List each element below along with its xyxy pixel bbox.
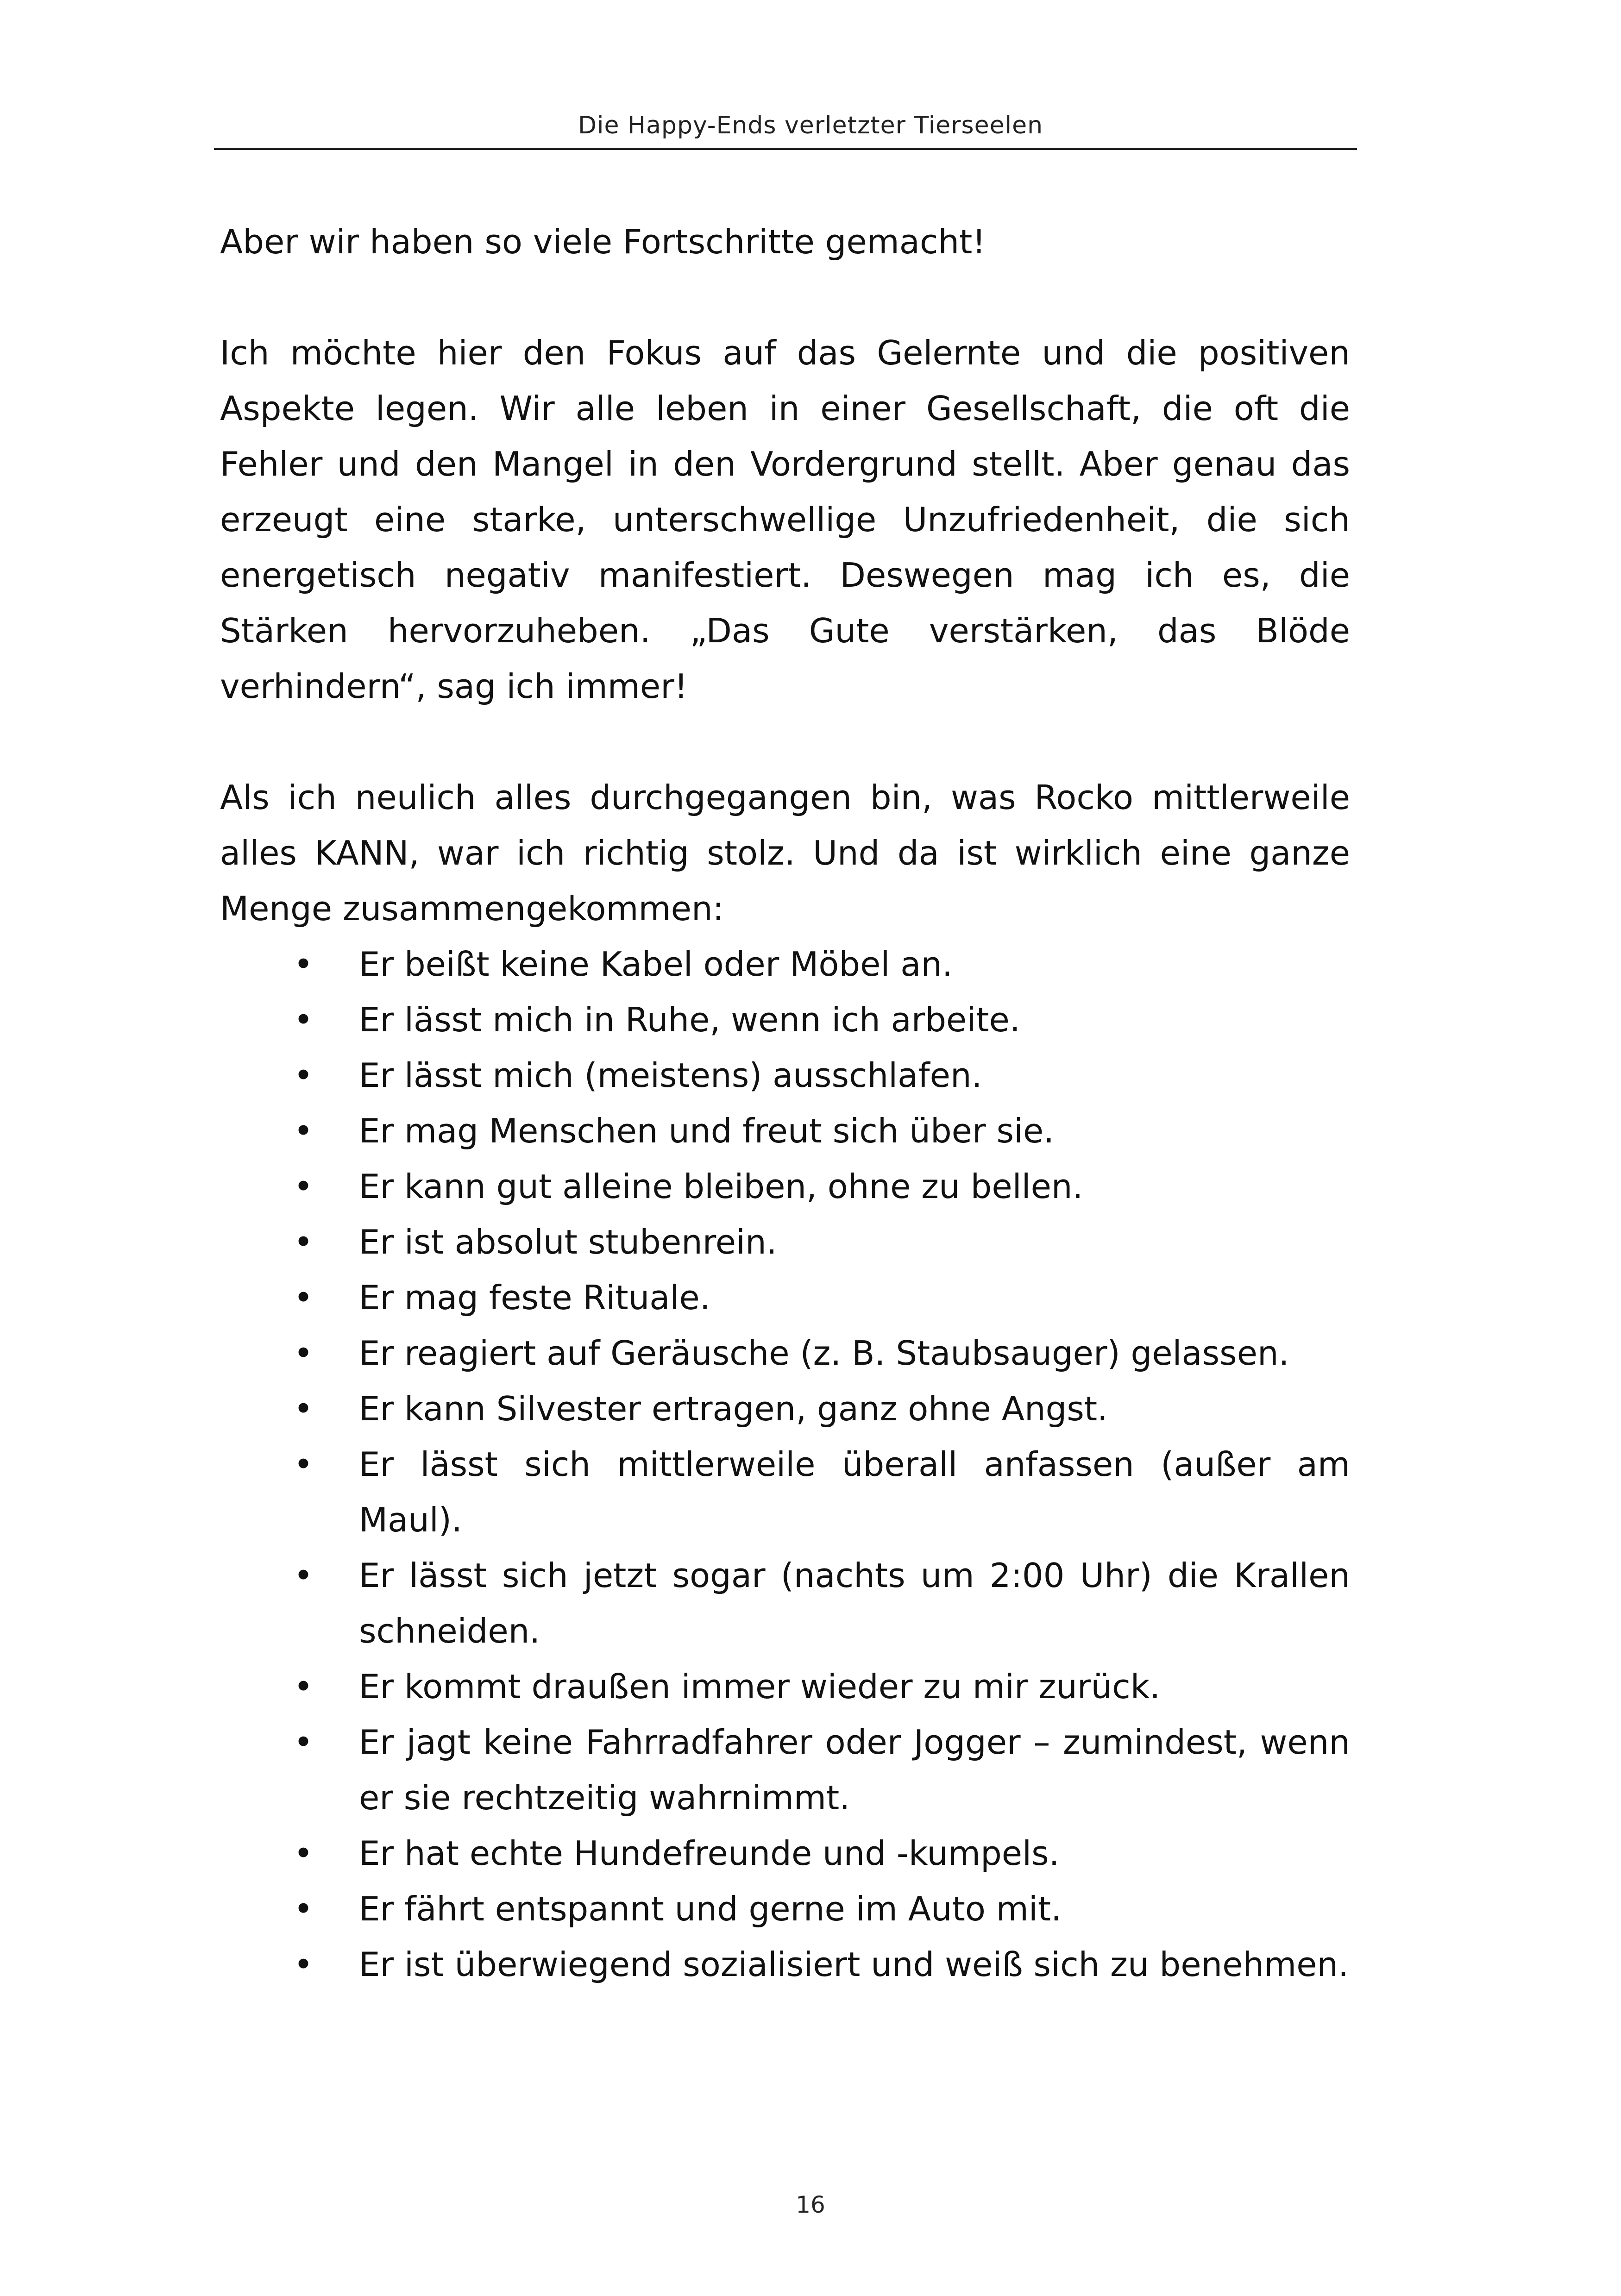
list-item-text: Er mag Menschen und freut sich über sie. bbox=[359, 1111, 1055, 1150]
bullet-icon: • bbox=[293, 1445, 314, 1484]
list-item bbox=[220, 936, 1350, 992]
list-item bbox=[220, 1548, 1350, 1659]
list-item bbox=[220, 1381, 1350, 1437]
list-item bbox=[220, 1270, 1350, 1325]
bullet-icon: • bbox=[293, 1834, 314, 1873]
bullet-icon: • bbox=[293, 1889, 314, 1928]
bullet-icon: • bbox=[293, 1278, 314, 1317]
bullet-icon: • bbox=[293, 945, 314, 984]
body-text bbox=[220, 214, 1350, 1992]
list-item bbox=[220, 992, 1350, 1048]
list-item bbox=[220, 1714, 1350, 1826]
list-item bbox=[220, 1325, 1350, 1381]
list-item-text: Er hat echte Hundefreunde und -kumpels. bbox=[359, 1834, 1060, 1873]
list-item bbox=[220, 1881, 1350, 1937]
header-rule bbox=[214, 148, 1357, 150]
list-item bbox=[220, 1937, 1350, 1992]
list-item-text: Er ist überwiegend sozialisiert und weiß sich zu benehmen. bbox=[359, 1945, 1349, 1984]
bullet-icon: • bbox=[293, 1167, 314, 1206]
list-item-text: Er kommt draußen immer wieder zu mir zurück. bbox=[359, 1667, 1161, 1706]
paragraph-2: Ich möchte hier den Fokus auf das Gelernte und die positiven Aspekte legen. Wir alle leben in einer Gesellschaft, die oft die Fehler und den Mangel in den Vordergrund stellt. Aber genau das erzeugt eine starke, unterschwellige Unzufriedenheit, die sich energetisch negativ manifestiert. Deswegen mag ich es, die Stärken hervorzuheben. „Das Gute verstärken, das Blöde verhindern“, sag ich immer! bbox=[220, 333, 1350, 706]
list-item-text: Er mag feste Rituale. bbox=[359, 1278, 710, 1317]
bullet-icon: • bbox=[293, 1945, 314, 1984]
bullet-icon: • bbox=[293, 1334, 314, 1373]
paragraph-3: Als ich neulich alles durchgegangen bin, was Rocko mittlerweile alles KANN, war ich richtig stolz. Und da ist wirklich eine ganze Menge zusammengekommen: bbox=[220, 778, 1350, 928]
bullet-icon: • bbox=[293, 1556, 314, 1595]
list-item-text: Er lässt sich mittlerweile überall anfassen (außer am Maul). bbox=[359, 1445, 1350, 1539]
list-item-text: Er ist absolut stubenrein. bbox=[359, 1223, 777, 1261]
list-item-text: Er kann Silvester ertragen, ganz ohne Angst. bbox=[359, 1389, 1108, 1428]
list-item bbox=[220, 1048, 1350, 1103]
list-item bbox=[220, 1826, 1350, 1881]
list-item bbox=[220, 1437, 1350, 1548]
list-item bbox=[220, 1214, 1350, 1270]
list-item-text: Er reagiert auf Geräusche (z. B. Staubsauger) gelassen. bbox=[359, 1334, 1289, 1373]
bullet-icon: • bbox=[293, 1667, 314, 1706]
paragraph-gap bbox=[220, 270, 1350, 325]
page-number: 16 bbox=[796, 2191, 825, 2218]
bullet-list bbox=[220, 936, 1350, 1992]
list-item bbox=[220, 1103, 1350, 1159]
list-item-text: Er lässt mich (meistens) ausschlafen. bbox=[359, 1056, 982, 1095]
list-item bbox=[220, 1159, 1350, 1214]
bullet-icon: • bbox=[293, 1723, 314, 1762]
list-item-text: Er lässt mich in Ruhe, wenn ich arbeite. bbox=[359, 1000, 1020, 1039]
list-item-text: Er jagt keine Fahrradfahrer oder Jogger – zumindest, wenn er sie rechtzeitig wahrnimmt. bbox=[359, 1723, 1350, 1817]
list-item-text: Er fährt entspannt und gerne im Auto mit. bbox=[359, 1889, 1062, 1928]
paragraph-gap bbox=[220, 714, 1350, 770]
running-header: Die Happy-Ends verletzter Tierseelen bbox=[578, 112, 1043, 139]
bullet-icon: • bbox=[293, 1111, 314, 1150]
list-item-text: Er lässt sich jetzt sogar (nachts um 2:00 Uhr) die Krallen schneiden. bbox=[359, 1556, 1350, 1650]
bullet-icon: • bbox=[293, 1389, 314, 1428]
list-item-text: Er kann gut alleine bleiben, ohne zu bellen. bbox=[359, 1167, 1083, 1206]
paragraph-1: Aber wir haben so viele Fortschritte gemacht! bbox=[220, 222, 986, 261]
bullet-icon: • bbox=[293, 1223, 314, 1261]
bullet-icon: • bbox=[293, 1000, 314, 1039]
list-item-text: Er beißt keine Kabel oder Möbel an. bbox=[359, 945, 953, 984]
bullet-icon: • bbox=[293, 1056, 314, 1095]
list-item bbox=[220, 1659, 1350, 1714]
